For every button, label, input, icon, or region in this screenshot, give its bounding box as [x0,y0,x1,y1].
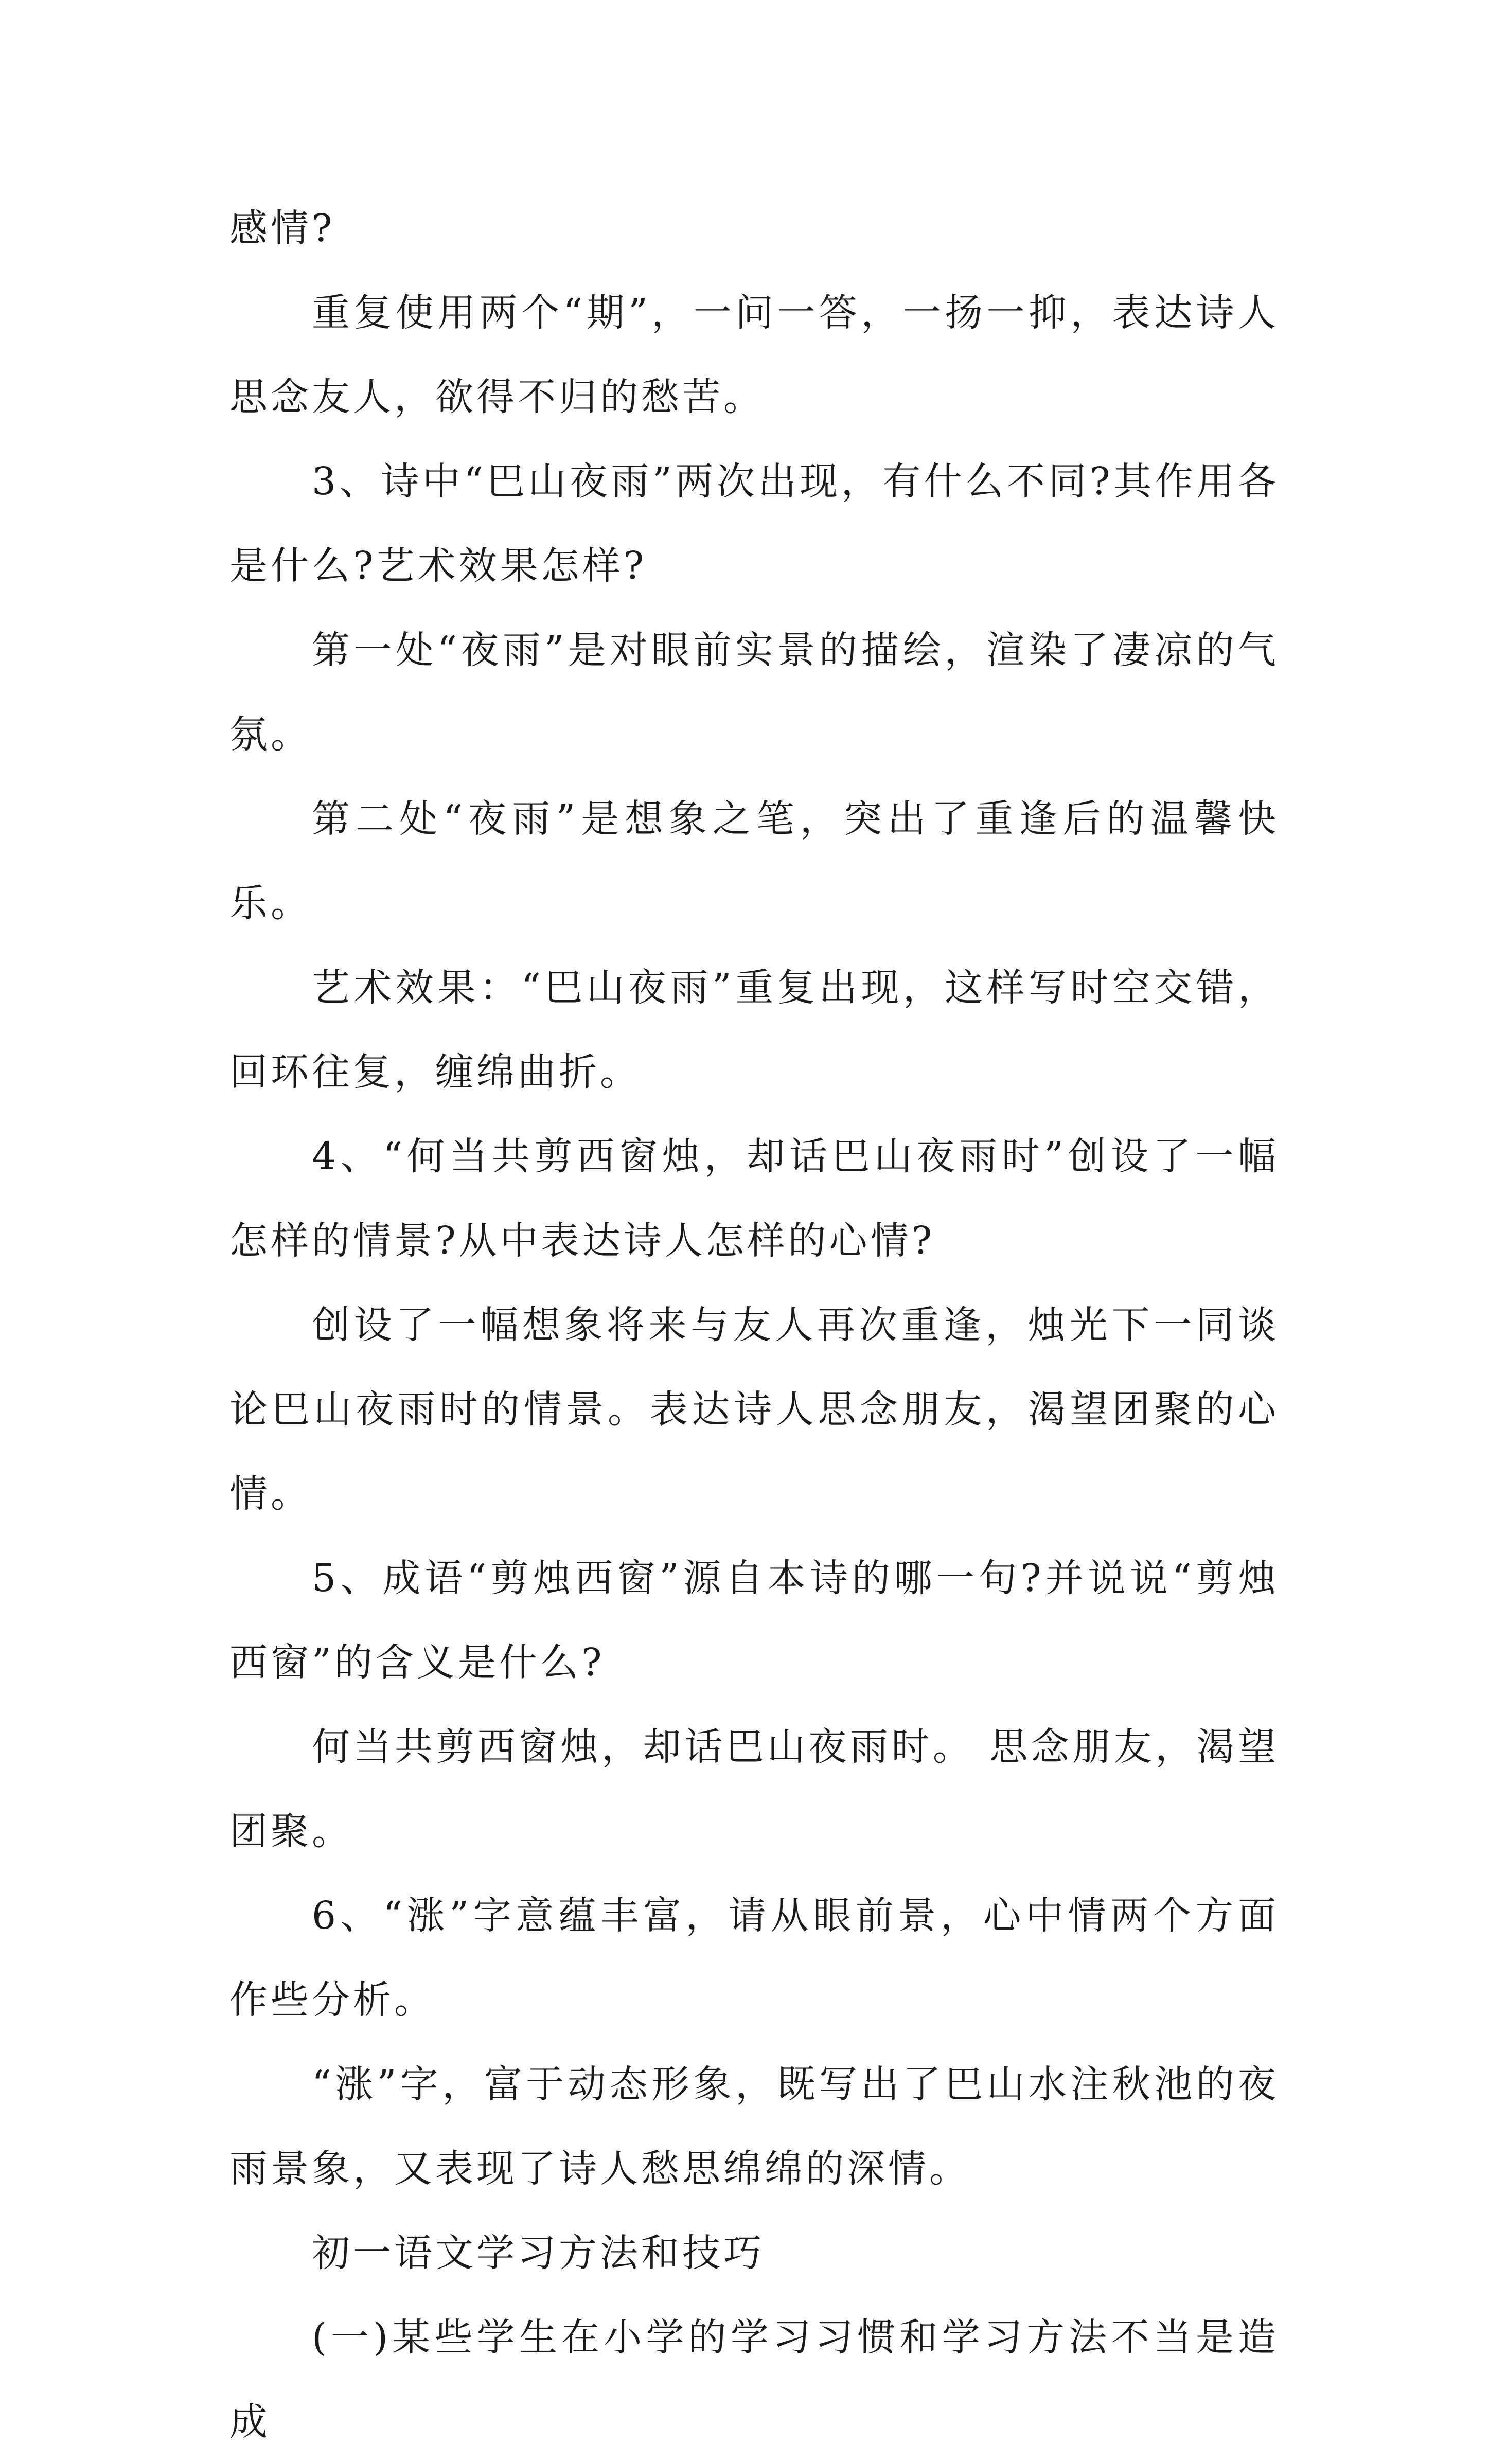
paragraph-11: “涨”字，富于动态形象，既写出了巴山水注秋池的夜雨景象，又表现了诗人愁思绵绵的深情。 [229,2062,1279,2191]
paragraph-9: 何当共剪西窗烛，却话巴山夜雨时。 思念朋友，渴望团聚。 [229,1725,1279,1853]
paragraph-12: 初一语文学习方法和技巧 [312,2231,765,2275]
paragraph-10: 6、“涨”字意蕴丰富，请从眼前景，心中情两个方面作些分析。 [229,1894,1279,2022]
paragraph-3: 第一处“夜雨”是对眼前实景的描绘，渲染了凄凉的气氛。 [229,628,1279,757]
paragraph-0: 感情? [229,206,335,251]
paragraph-7: 创设了一幅想象将来与友人再次重逢，烛光下一同谈论巴山夜雨时的情景。表达诗人思念朋友，渴望团聚的心情。 [229,1303,1279,1516]
paragraph-4: 第二处“夜雨”是想象之笔，突出了重逢后的温馨快乐。 [229,797,1279,925]
paragraph-13: (一)某些学生在小学的学习习惯和学习方法不当是造成 [229,2315,1279,2444]
paragraph-6: 4、“何当共剪西窗烛，却话巴山夜雨时”创设了一幅怎样的情景?从中表达诗人怎样的心情? [229,1134,1279,1263]
paragraph-8: 5、成语“剪烛西窗”源自本诗的哪一句?并说说“剪烛西窗”的含义是什么? [229,1556,1279,1685]
paragraph-2: 3、诗中“巴山夜雨”两次出现，有什么不同?其作用各是什么?艺术效果怎样? [229,459,1279,588]
paragraph-1: 重复使用两个“期”，一问一答，一扬一抑，表达诗人思念友人，欲得不归的愁苦。 [229,291,1279,419]
document-body [229,186,1279,2464]
paragraph-5: 艺术效果：“巴山夜雨”重复出现，这样写时空交错，回环往复，缠绵曲折。 [229,966,1279,1094]
